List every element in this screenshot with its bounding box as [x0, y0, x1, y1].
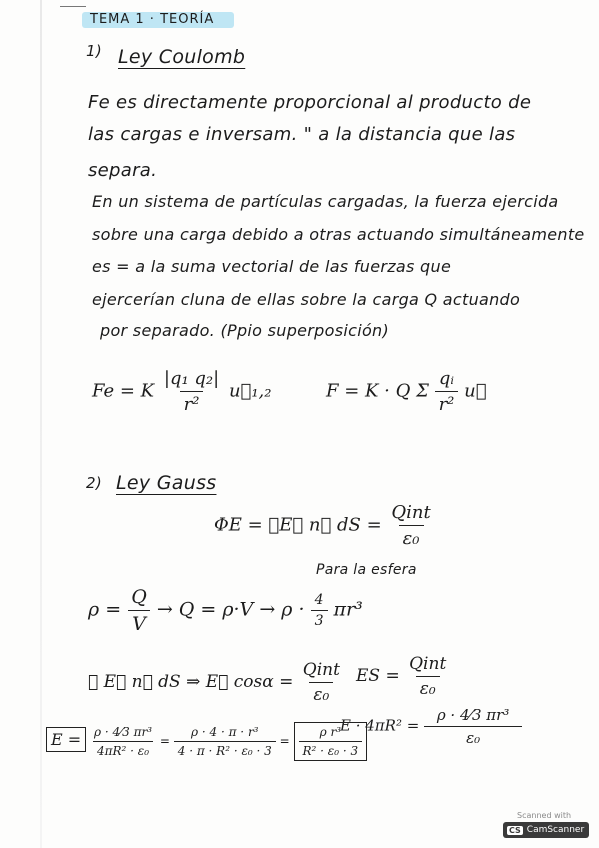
closed-surface-left: ∮ E⃗ n⃗ dS ⇒ E∮ cosα = [88, 672, 294, 692]
density-numerator: Q [131, 586, 147, 608]
gauss-flux-left: ΦE = ∮E⃗ n⃗ dS = [214, 514, 382, 536]
field-result-formula [46, 722, 367, 761]
coulomb-line-1: Fe es directamente proporcional al producto de [88, 92, 532, 113]
coulomb-line-2: las cargas e inversam. " a la distancia que las [88, 124, 516, 145]
section-2-title: Ley Gauss [116, 472, 217, 494]
coulomb-line-7: ejercerían cluna de ellas sobre la carga Q actuando [92, 290, 521, 309]
closed-surface-numerator: Qint [302, 660, 340, 680]
es-left: ES = [356, 666, 400, 686]
e-area-denominator: ε₀ [424, 726, 522, 747]
gauss-flux-fraction [387, 502, 434, 549]
field-result-label: E = [46, 727, 86, 752]
closed-surface-fraction [299, 660, 344, 705]
superposition-formula-unit-vector: u⃗ [464, 380, 487, 402]
density-denominator: V [128, 610, 150, 635]
field-result-equals-1: = [159, 734, 170, 748]
superposition-formula-denominator: r² [435, 391, 459, 415]
superposition-formula [326, 368, 487, 415]
coulomb-line-8: por separado. (Ppio superposición) [100, 321, 390, 340]
coulomb-line-5: sobre una carga debido a otras actuando simultáneamente [92, 225, 585, 244]
coulomb-line-6: es = a la suma vectorial de las fuerzas que [92, 257, 452, 276]
section-2-number: 2) [86, 474, 102, 492]
field-result-fraction-2 [174, 725, 276, 758]
density-chain: → Q = ρ·V → ρ · [156, 598, 305, 621]
field-result-denominator-2: 4 · π · R² · ε₀ · 3 [174, 741, 276, 758]
es-formula [356, 654, 450, 699]
density-volume-fraction [311, 592, 328, 629]
top-dash-mark [60, 6, 86, 7]
sphere-note: Para la esfera [316, 562, 417, 578]
density-formula [88, 586, 363, 635]
field-result-fraction-1 [90, 725, 156, 758]
scanned-with-caption: Scanned with [517, 811, 572, 820]
density-volume-denominator: 3 [311, 610, 328, 629]
field-result-denominator-1: 4πR² · ε₀ [93, 741, 153, 758]
camscanner-icon: CS [509, 825, 521, 835]
density-fraction [127, 586, 151, 635]
coulomb-formula [92, 368, 272, 415]
coulomb-formula-left: Fe = K [92, 380, 155, 402]
page-edge-shadow [40, 0, 42, 848]
gauss-flux-formula [214, 502, 435, 549]
field-result-numerator-1: ρ · 4⁄3 πr³ [94, 725, 153, 739]
field-result-fraction-3 [294, 722, 368, 761]
density-volume-numerator: 4 [314, 592, 324, 608]
closed-surface-formula [88, 660, 344, 705]
closed-surface-denominator: ε₀ [309, 682, 333, 705]
superposition-formula-numerator: qᵢ [438, 368, 455, 389]
es-denominator: ε₀ [416, 676, 440, 699]
e-area-formula [340, 706, 522, 747]
section-1-title: Ley Coulomb [118, 46, 246, 68]
page-title: TEMA 1 · TEORÍA [90, 12, 215, 27]
camscanner-brand: CamScanner [526, 825, 585, 835]
es-fraction [405, 654, 450, 699]
coulomb-line-3: separa. [88, 160, 158, 181]
field-result-numerator-2: ρ · 4 · π · r³ [191, 725, 259, 739]
field-result-denominator-3: R² · ε₀ · 3 [299, 741, 363, 758]
gauss-flux-denominator: ε₀ [399, 525, 424, 549]
field-result-equals-2: = [279, 734, 290, 748]
coulomb-formula-denominator: r² [180, 391, 204, 415]
coulomb-line-4: En un sistema de partículas cargadas, la fuerza ejercida [92, 192, 559, 211]
superposition-formula-left: F = K · Q Σ [326, 380, 429, 402]
coulomb-formula-fraction [160, 368, 223, 415]
density-left: ρ = [88, 598, 122, 621]
density-tail: πr³ [333, 598, 363, 621]
e-area-numerator: ρ · 4⁄3 πr³ [436, 706, 510, 724]
e-area-fraction [424, 706, 522, 747]
coulomb-formula-unit-vector: u⃗₁,₂ [228, 380, 272, 402]
field-result-numerator-3: ρ r³ [319, 725, 342, 739]
section-1-number: 1) [86, 42, 102, 60]
es-numerator: Qint [409, 654, 447, 674]
coulomb-formula-numerator: |q₁ q₂| [163, 368, 220, 389]
superposition-formula-fraction [435, 368, 459, 415]
gauss-flux-numerator: Qint [391, 502, 431, 523]
camscanner-logo [503, 822, 589, 838]
e-area-left: E · 4πR² = [340, 716, 420, 735]
